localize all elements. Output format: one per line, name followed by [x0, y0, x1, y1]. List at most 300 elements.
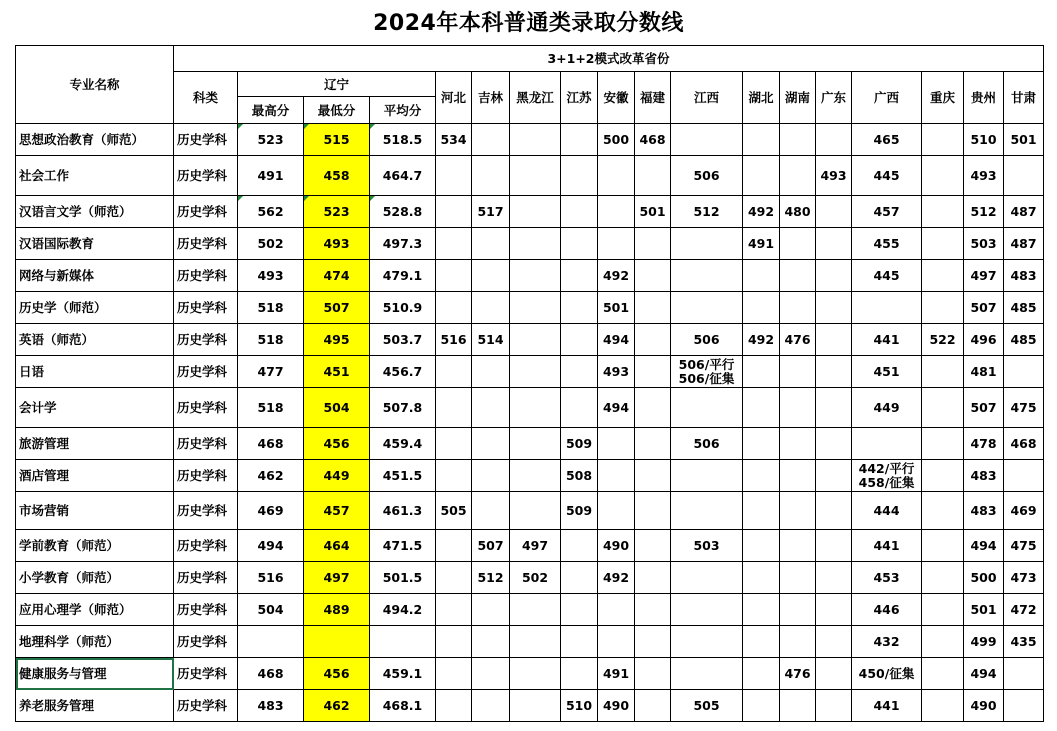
province-score-cell[interactable]: 509	[561, 428, 598, 460]
province-score-cell[interactable]	[852, 292, 922, 324]
province-score-cell[interactable]	[510, 460, 561, 492]
liaoning-min-cell[interactable]: 515	[304, 124, 370, 156]
province-score-cell[interactable]: 441	[852, 690, 922, 722]
province-score-cell[interactable]: 441	[852, 530, 922, 562]
province-score-cell[interactable]	[472, 428, 510, 460]
province-score-cell[interactable]	[635, 428, 671, 460]
province-score-cell[interactable]	[1004, 156, 1044, 196]
major-name-cell[interactable]: 网络与新媒体	[16, 260, 174, 292]
province-score-cell[interactable]: 478	[964, 428, 1004, 460]
major-name-cell[interactable]: 健康服务与管理	[16, 658, 174, 690]
province-score-cell[interactable]: 499	[964, 626, 1004, 658]
province-score-cell[interactable]	[922, 428, 964, 460]
province-score-cell[interactable]	[671, 228, 743, 260]
major-name-cell[interactable]: 会计学	[16, 388, 174, 428]
province-score-cell[interactable]	[816, 196, 852, 228]
province-score-cell[interactable]	[510, 690, 561, 722]
province-score-cell[interactable]: 501	[635, 196, 671, 228]
province-score-cell[interactable]	[561, 530, 598, 562]
province-score-cell[interactable]	[922, 594, 964, 626]
province-score-cell[interactable]	[436, 690, 472, 722]
major-name-cell[interactable]: 小学教育（师范）	[16, 562, 174, 594]
major-name-cell[interactable]: 汉语言文学（师范）	[16, 196, 174, 228]
header-province-jiangxi[interactable]: 江西	[671, 72, 743, 124]
major-name-cell[interactable]: 地理科学（师范）	[16, 626, 174, 658]
category-cell[interactable]: 历史学科	[174, 428, 238, 460]
province-score-cell[interactable]: 497	[964, 260, 1004, 292]
province-score-cell[interactable]: 503	[671, 530, 743, 562]
major-name-cell[interactable]: 养老服务管理	[16, 690, 174, 722]
province-score-cell[interactable]: 465	[852, 124, 922, 156]
province-score-cell[interactable]	[561, 292, 598, 324]
liaoning-min-cell[interactable]: 462	[304, 690, 370, 722]
province-score-cell[interactable]	[510, 196, 561, 228]
province-score-cell[interactable]: 505	[671, 690, 743, 722]
province-score-cell[interactable]: 485	[1004, 324, 1044, 356]
province-score-cell[interactable]: 517	[472, 196, 510, 228]
province-score-cell[interactable]	[743, 562, 780, 594]
liaoning-avg-cell[interactable]: 459.1	[370, 658, 436, 690]
liaoning-max-cell[interactable]: 468	[238, 428, 304, 460]
province-score-cell[interactable]	[561, 124, 598, 156]
province-score-cell[interactable]: 494	[964, 658, 1004, 690]
province-score-cell[interactable]: 444	[852, 492, 922, 530]
category-cell[interactable]: 历史学科	[174, 594, 238, 626]
province-score-cell[interactable]	[635, 324, 671, 356]
header-province-gansu[interactable]: 甘肃	[1004, 72, 1044, 124]
province-score-cell[interactable]	[743, 388, 780, 428]
province-score-cell[interactable]	[635, 260, 671, 292]
liaoning-max-cell[interactable]: 562	[238, 196, 304, 228]
province-score-cell[interactable]	[922, 260, 964, 292]
category-cell[interactable]: 历史学科	[174, 324, 238, 356]
category-cell[interactable]: 历史学科	[174, 492, 238, 530]
province-score-cell[interactable]	[598, 626, 635, 658]
category-cell[interactable]: 历史学科	[174, 196, 238, 228]
category-cell[interactable]: 历史学科	[174, 292, 238, 324]
header-major[interactable]: 专业名称	[16, 46, 174, 124]
header-province-guangdong[interactable]: 广东	[816, 72, 852, 124]
province-score-cell[interactable]: 494	[598, 388, 635, 428]
province-score-cell[interactable]	[816, 492, 852, 530]
province-score-cell[interactable]	[671, 658, 743, 690]
province-score-cell[interactable]: 441	[852, 324, 922, 356]
province-score-cell[interactable]: 512	[472, 562, 510, 594]
province-score-cell[interactable]	[743, 530, 780, 562]
province-score-cell[interactable]: 500	[964, 562, 1004, 594]
province-score-cell[interactable]: 522	[922, 324, 964, 356]
province-score-cell[interactable]	[671, 388, 743, 428]
province-score-cell[interactable]	[816, 626, 852, 658]
liaoning-max-cell[interactable]: 462	[238, 460, 304, 492]
province-score-cell[interactable]	[561, 324, 598, 356]
province-score-cell[interactable]: 500	[598, 124, 635, 156]
liaoning-avg-cell[interactable]: 459.4	[370, 428, 436, 460]
province-score-cell[interactable]: 487	[1004, 228, 1044, 260]
liaoning-min-cell[interactable]: 493	[304, 228, 370, 260]
province-score-cell[interactable]	[510, 124, 561, 156]
major-name-cell[interactable]: 思想政治教育（师范）	[16, 124, 174, 156]
liaoning-max-cell[interactable]: 468	[238, 658, 304, 690]
province-score-cell[interactable]	[436, 292, 472, 324]
header-province-hebei[interactable]: 河北	[436, 72, 472, 124]
major-name-cell[interactable]: 社会工作	[16, 156, 174, 196]
province-score-cell[interactable]	[472, 492, 510, 530]
header-province-anhui[interactable]: 安徽	[598, 72, 635, 124]
province-score-cell[interactable]	[561, 594, 598, 626]
province-score-cell[interactable]	[780, 626, 816, 658]
province-score-cell[interactable]: 501	[598, 292, 635, 324]
province-score-cell[interactable]	[510, 260, 561, 292]
province-score-cell[interactable]	[510, 156, 561, 196]
province-score-cell[interactable]: 446	[852, 594, 922, 626]
header-province-jiangsu[interactable]: 江苏	[561, 72, 598, 124]
province-score-cell[interactable]: 510	[964, 124, 1004, 156]
liaoning-max-cell[interactable]: 469	[238, 492, 304, 530]
province-score-cell[interactable]: 509	[561, 492, 598, 530]
liaoning-min-cell[interactable]	[304, 626, 370, 658]
liaoning-min-cell[interactable]: 474	[304, 260, 370, 292]
province-score-cell[interactable]	[922, 562, 964, 594]
province-score-cell[interactable]	[922, 492, 964, 530]
province-score-cell[interactable]: 501	[1004, 124, 1044, 156]
province-score-cell[interactable]: 492	[598, 260, 635, 292]
liaoning-max-cell[interactable]: 504	[238, 594, 304, 626]
category-cell[interactable]: 历史学科	[174, 156, 238, 196]
province-score-cell[interactable]	[780, 492, 816, 530]
province-score-cell[interactable]	[743, 690, 780, 722]
province-score-cell[interactable]: 472	[1004, 594, 1044, 626]
category-cell[interactable]: 历史学科	[174, 460, 238, 492]
province-score-cell[interactable]	[472, 626, 510, 658]
province-score-cell[interactable]	[743, 492, 780, 530]
province-score-cell[interactable]	[598, 492, 635, 530]
liaoning-min-cell[interactable]: 497	[304, 562, 370, 594]
province-score-cell[interactable]	[743, 658, 780, 690]
province-score-cell[interactable]	[816, 388, 852, 428]
liaoning-min-cell[interactable]: 507	[304, 292, 370, 324]
category-cell[interactable]: 历史学科	[174, 124, 238, 156]
province-score-cell[interactable]: 487	[1004, 196, 1044, 228]
province-score-cell[interactable]	[780, 460, 816, 492]
province-score-cell[interactable]	[743, 260, 780, 292]
province-score-cell[interactable]	[671, 594, 743, 626]
major-name-cell[interactable]: 历史学（师范）	[16, 292, 174, 324]
province-score-cell[interactable]: 508	[561, 460, 598, 492]
province-score-cell[interactable]: 514	[472, 324, 510, 356]
province-score-cell[interactable]: 506	[671, 156, 743, 196]
province-score-cell[interactable]: 492	[598, 562, 635, 594]
province-score-cell[interactable]: 483	[964, 492, 1004, 530]
province-score-cell[interactable]	[635, 562, 671, 594]
liaoning-avg-cell[interactable]: 507.8	[370, 388, 436, 428]
province-score-cell[interactable]: 457	[852, 196, 922, 228]
province-score-cell[interactable]: 493	[964, 156, 1004, 196]
province-score-cell[interactable]	[510, 324, 561, 356]
province-score-cell[interactable]: 493	[598, 356, 635, 388]
province-score-cell[interactable]: 506	[671, 324, 743, 356]
province-score-cell[interactable]: 468	[635, 124, 671, 156]
province-score-cell[interactable]	[816, 658, 852, 690]
category-cell[interactable]: 历史学科	[174, 228, 238, 260]
province-score-cell[interactable]	[561, 156, 598, 196]
province-score-cell[interactable]: 453	[852, 562, 922, 594]
liaoning-max-cell[interactable]: 477	[238, 356, 304, 388]
liaoning-max-cell[interactable]: 483	[238, 690, 304, 722]
liaoning-min-cell[interactable]: 458	[304, 156, 370, 196]
major-name-cell[interactable]: 学前教育（师范）	[16, 530, 174, 562]
province-score-cell[interactable]: 507	[964, 292, 1004, 324]
province-score-cell[interactable]: 512	[964, 196, 1004, 228]
province-score-cell[interactable]: 505	[436, 492, 472, 530]
province-score-cell[interactable]	[561, 228, 598, 260]
province-score-cell[interactable]	[436, 658, 472, 690]
province-score-cell[interactable]	[436, 356, 472, 388]
province-score-cell[interactable]	[635, 626, 671, 658]
province-score-cell[interactable]	[436, 562, 472, 594]
province-score-cell[interactable]	[816, 356, 852, 388]
province-score-cell[interactable]	[816, 324, 852, 356]
category-cell[interactable]: 历史学科	[174, 356, 238, 388]
province-score-cell[interactable]	[671, 292, 743, 324]
header-category[interactable]: 科类	[174, 72, 238, 124]
major-name-cell[interactable]: 酒店管理	[16, 460, 174, 492]
liaoning-min-cell[interactable]: 495	[304, 324, 370, 356]
province-score-cell[interactable]	[510, 594, 561, 626]
header-liaoning[interactable]: 辽宁	[238, 72, 436, 97]
province-score-cell[interactable]	[922, 460, 964, 492]
major-name-cell[interactable]: 英语（师范）	[16, 324, 174, 356]
province-score-cell[interactable]: 492	[743, 324, 780, 356]
province-score-cell[interactable]	[922, 658, 964, 690]
liaoning-min-cell[interactable]: 523	[304, 196, 370, 228]
province-score-cell[interactable]	[1004, 658, 1044, 690]
province-score-cell[interactable]	[635, 690, 671, 722]
province-score-cell[interactable]	[671, 460, 743, 492]
province-score-cell[interactable]	[780, 356, 816, 388]
province-score-cell[interactable]: 490	[598, 530, 635, 562]
header-province-chongqing[interactable]: 重庆	[922, 72, 964, 124]
province-score-cell[interactable]	[561, 196, 598, 228]
province-score-cell[interactable]: 491	[743, 228, 780, 260]
province-score-cell[interactable]	[816, 594, 852, 626]
liaoning-avg-cell[interactable]: 461.3	[370, 492, 436, 530]
header-avg-score[interactable]: 平均分	[370, 97, 436, 124]
province-score-cell[interactable]	[598, 594, 635, 626]
province-score-cell[interactable]	[472, 658, 510, 690]
liaoning-avg-cell[interactable]: 518.5	[370, 124, 436, 156]
province-score-cell[interactable]: 491	[598, 658, 635, 690]
province-score-cell[interactable]: 507	[964, 388, 1004, 428]
province-score-cell[interactable]	[780, 530, 816, 562]
liaoning-min-cell[interactable]: 451	[304, 356, 370, 388]
province-score-cell[interactable]	[671, 562, 743, 594]
province-score-cell[interactable]: 490	[598, 690, 635, 722]
province-score-cell[interactable]	[922, 530, 964, 562]
liaoning-avg-cell[interactable]: 510.9	[370, 292, 436, 324]
province-score-cell[interactable]	[510, 228, 561, 260]
liaoning-min-cell[interactable]: 504	[304, 388, 370, 428]
header-reform-group[interactable]: 3+1+2模式改革省份	[174, 46, 1044, 72]
province-score-cell[interactable]	[561, 626, 598, 658]
category-cell[interactable]: 历史学科	[174, 690, 238, 722]
province-score-cell[interactable]	[1004, 690, 1044, 722]
liaoning-min-cell[interactable]: 489	[304, 594, 370, 626]
liaoning-avg-cell[interactable]: 479.1	[370, 260, 436, 292]
liaoning-avg-cell[interactable]: 501.5	[370, 562, 436, 594]
liaoning-avg-cell[interactable]: 497.3	[370, 228, 436, 260]
province-score-cell[interactable]	[780, 260, 816, 292]
province-score-cell[interactable]: 475	[1004, 388, 1044, 428]
province-score-cell[interactable]	[598, 428, 635, 460]
province-score-cell[interactable]	[436, 460, 472, 492]
liaoning-avg-cell[interactable]: 456.7	[370, 356, 436, 388]
province-score-cell[interactable]	[635, 388, 671, 428]
province-score-cell[interactable]: 496	[964, 324, 1004, 356]
category-cell[interactable]: 历史学科	[174, 388, 238, 428]
province-score-cell[interactable]: 450/征集	[852, 658, 922, 690]
liaoning-max-cell[interactable]: 523	[238, 124, 304, 156]
province-score-cell[interactable]	[598, 228, 635, 260]
category-cell[interactable]: 历史学科	[174, 626, 238, 658]
header-province-hunan[interactable]: 湖南	[780, 72, 816, 124]
liaoning-avg-cell[interactable]: 528.8	[370, 196, 436, 228]
province-score-cell[interactable]	[922, 124, 964, 156]
province-score-cell[interactable]	[816, 460, 852, 492]
province-score-cell[interactable]: 481	[964, 356, 1004, 388]
province-score-cell[interactable]	[671, 260, 743, 292]
province-score-cell[interactable]	[635, 228, 671, 260]
province-score-cell[interactable]	[743, 594, 780, 626]
province-score-cell[interactable]	[510, 292, 561, 324]
province-score-cell[interactable]	[816, 530, 852, 562]
province-score-cell[interactable]	[561, 388, 598, 428]
liaoning-avg-cell[interactable]: 468.1	[370, 690, 436, 722]
liaoning-max-cell[interactable]: 502	[238, 228, 304, 260]
province-score-cell[interactable]	[922, 388, 964, 428]
liaoning-min-cell[interactable]: 456	[304, 658, 370, 690]
province-score-cell[interactable]	[816, 428, 852, 460]
province-score-cell[interactable]: 473	[1004, 562, 1044, 594]
province-score-cell[interactable]	[816, 562, 852, 594]
province-score-cell[interactable]	[472, 228, 510, 260]
province-score-cell[interactable]	[780, 388, 816, 428]
province-score-cell[interactable]: 432	[852, 626, 922, 658]
province-score-cell[interactable]	[816, 292, 852, 324]
province-score-cell[interactable]: 503	[964, 228, 1004, 260]
province-score-cell[interactable]	[922, 292, 964, 324]
province-score-cell[interactable]: 468	[1004, 428, 1044, 460]
province-score-cell[interactable]: 435	[1004, 626, 1044, 658]
province-score-cell[interactable]	[510, 658, 561, 690]
province-score-cell[interactable]	[635, 530, 671, 562]
province-score-cell[interactable]: 493	[816, 156, 852, 196]
liaoning-min-cell[interactable]: 464	[304, 530, 370, 562]
province-score-cell[interactable]	[922, 228, 964, 260]
province-score-cell[interactable]	[436, 260, 472, 292]
province-score-cell[interactable]: 494	[964, 530, 1004, 562]
province-score-cell[interactable]: 502	[510, 562, 561, 594]
province-score-cell[interactable]	[510, 388, 561, 428]
province-score-cell[interactable]: 506/平行 506/征集	[671, 356, 743, 388]
province-score-cell[interactable]	[472, 292, 510, 324]
header-max-score[interactable]: 最高分	[238, 97, 304, 124]
province-score-cell[interactable]	[472, 594, 510, 626]
province-score-cell[interactable]	[561, 562, 598, 594]
header-province-heilongjiang[interactable]: 黑龙江	[510, 72, 561, 124]
province-score-cell[interactable]: 476	[780, 658, 816, 690]
province-score-cell[interactable]: 510	[561, 690, 598, 722]
province-score-cell[interactable]	[561, 356, 598, 388]
liaoning-max-cell[interactable]: 491	[238, 156, 304, 196]
province-score-cell[interactable]	[780, 562, 816, 594]
province-score-cell[interactable]: 512	[671, 196, 743, 228]
province-score-cell[interactable]	[780, 156, 816, 196]
province-score-cell[interactable]	[561, 658, 598, 690]
province-score-cell[interactable]: 442/平行 458/征集	[852, 460, 922, 492]
liaoning-avg-cell[interactable]	[370, 626, 436, 658]
liaoning-avg-cell[interactable]: 494.2	[370, 594, 436, 626]
province-score-cell[interactable]	[743, 156, 780, 196]
province-score-cell[interactable]	[743, 124, 780, 156]
province-score-cell[interactable]	[472, 260, 510, 292]
province-score-cell[interactable]	[472, 388, 510, 428]
province-score-cell[interactable]	[635, 356, 671, 388]
province-score-cell[interactable]	[922, 156, 964, 196]
province-score-cell[interactable]	[743, 428, 780, 460]
province-score-cell[interactable]: 445	[852, 156, 922, 196]
major-name-cell[interactable]: 市场营销	[16, 492, 174, 530]
province-score-cell[interactable]	[510, 356, 561, 388]
province-score-cell[interactable]	[598, 156, 635, 196]
province-score-cell[interactable]	[635, 460, 671, 492]
province-score-cell[interactable]	[1004, 356, 1044, 388]
liaoning-max-cell[interactable]: 518	[238, 324, 304, 356]
province-score-cell[interactable]: 506	[671, 428, 743, 460]
liaoning-avg-cell[interactable]: 471.5	[370, 530, 436, 562]
province-score-cell[interactable]	[598, 196, 635, 228]
liaoning-max-cell[interactable]: 518	[238, 292, 304, 324]
province-score-cell[interactable]	[436, 388, 472, 428]
province-score-cell[interactable]: 492	[743, 196, 780, 228]
header-min-score[interactable]: 最低分	[304, 97, 370, 124]
province-score-cell[interactable]	[671, 124, 743, 156]
province-score-cell[interactable]	[780, 124, 816, 156]
province-score-cell[interactable]: 497	[510, 530, 561, 562]
province-score-cell[interactable]: 483	[964, 460, 1004, 492]
province-score-cell[interactable]	[780, 292, 816, 324]
province-score-cell[interactable]	[436, 626, 472, 658]
province-score-cell[interactable]: 494	[598, 324, 635, 356]
province-score-cell[interactable]	[436, 530, 472, 562]
liaoning-min-cell[interactable]: 456	[304, 428, 370, 460]
province-score-cell[interactable]	[1004, 460, 1044, 492]
province-score-cell[interactable]	[472, 356, 510, 388]
province-score-cell[interactable]	[436, 594, 472, 626]
header-province-fujian[interactable]: 福建	[635, 72, 671, 124]
province-score-cell[interactable]: 455	[852, 228, 922, 260]
category-cell[interactable]: 历史学科	[174, 260, 238, 292]
province-score-cell[interactable]	[922, 690, 964, 722]
province-score-cell[interactable]	[472, 690, 510, 722]
province-score-cell[interactable]: 490	[964, 690, 1004, 722]
province-score-cell[interactable]: 516	[436, 324, 472, 356]
province-score-cell[interactable]	[743, 356, 780, 388]
header-province-hubei[interactable]: 湖北	[743, 72, 780, 124]
province-score-cell[interactable]: 469	[1004, 492, 1044, 530]
province-score-cell[interactable]	[780, 228, 816, 260]
province-score-cell[interactable]	[743, 626, 780, 658]
